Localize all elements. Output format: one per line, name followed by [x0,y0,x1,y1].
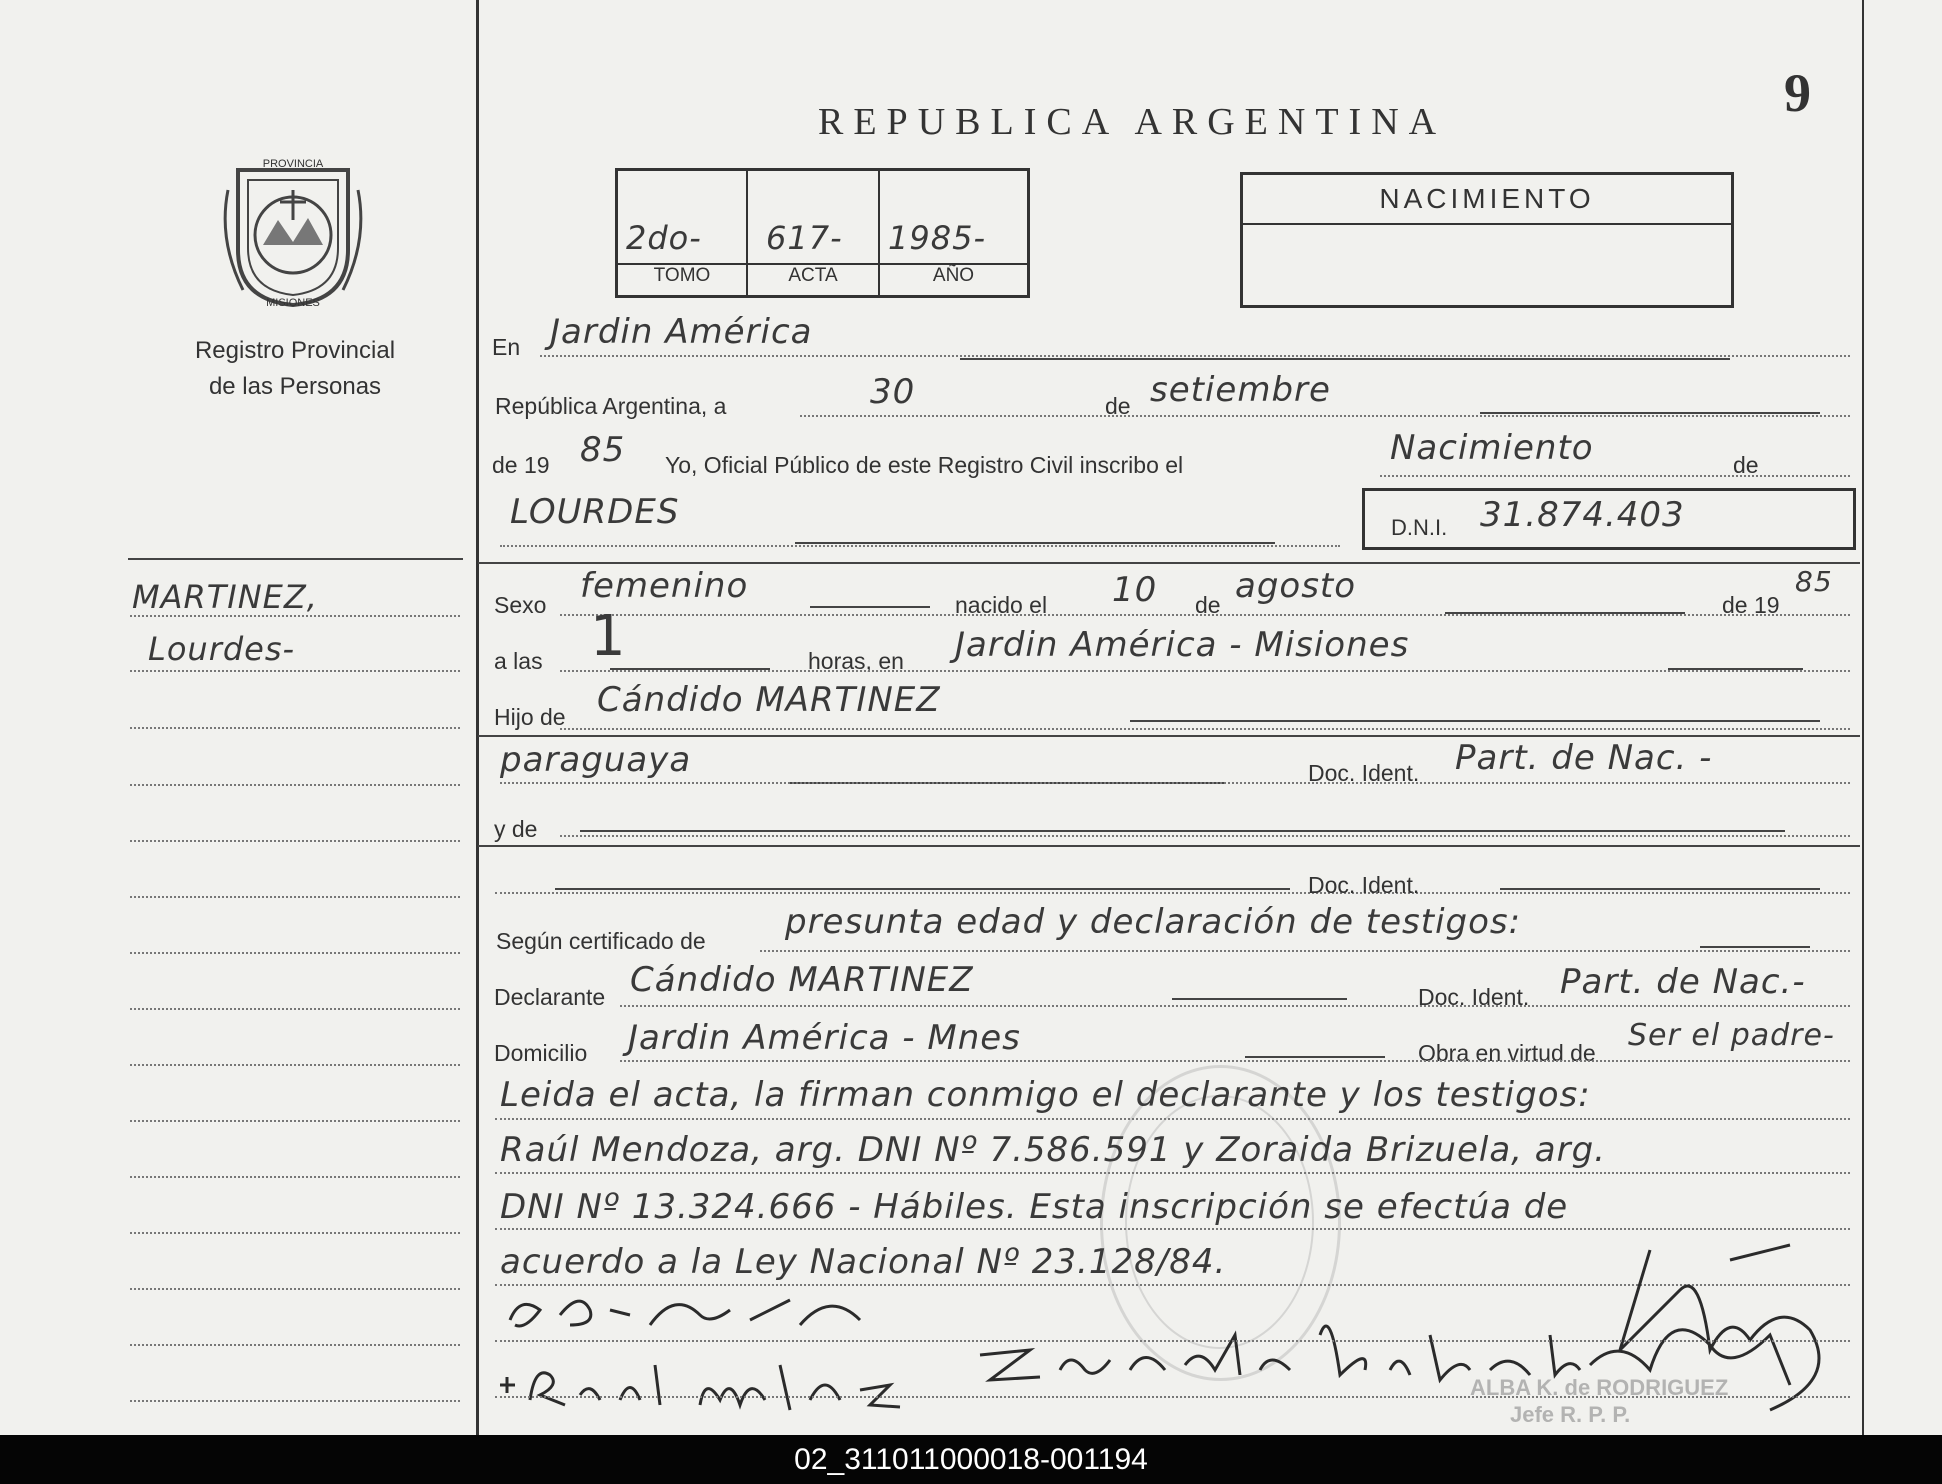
acta-caption: ACTA [788,265,838,286]
svg-text:MISIONES: MISIONES [266,297,320,309]
declarant-address: Jardin América - Mnes [628,1018,1021,1058]
registration-place: Jardin América [550,312,813,352]
de-label-2: de [1733,452,1759,478]
doc-ident-label-3: Doc. Ident. [1418,984,1530,1010]
registry-name: Registro Provincial de las Personas [194,337,396,400]
dni-label: D.N.I. [1391,515,1448,540]
hours-in-label: horas, en [808,648,904,674]
margin-surname: MARTINEZ, [132,578,318,616]
sex-label: Sexo [494,592,547,618]
en-label: En [492,334,521,360]
birth-hour: 1 [590,604,627,669]
margin-given-name: Lourdes- [148,630,296,668]
son-of-label: Hijo de [494,704,566,730]
declarant-label: Declarante [494,984,606,1010]
dni-number: 31.874.403 [1480,495,1685,535]
registration-day: 30 [870,372,916,412]
at-label: a las [494,648,543,674]
birth-day: 10 [1112,570,1158,610]
birth-month: agosto [1235,566,1357,606]
body-text-line-3: DNI Nº 13.324.666 - Hábiles. Esta inscripción se efectúa de [500,1187,1569,1227]
by-virtue-label: Obra en virtud de [1418,1040,1596,1066]
father-document: Part. de Nac. - [1455,738,1713,778]
de-label-3: de [1195,592,1221,618]
tomo-caption: TOMO [653,265,711,286]
birth-year-suffix: 85 [1795,565,1833,598]
tomo-value: 2do- [626,219,702,257]
year-caption: AÑO [932,265,975,286]
record-type-box [1240,172,1734,308]
de-label: de [1105,393,1131,419]
document-identifier: 02_311011000018-001194 [0,1435,1942,1484]
dni-box [1362,488,1856,550]
record-reference-box [615,168,1030,298]
republic-label: República Argentina, a [495,393,727,419]
certificate-value: presunta edad y declaración de testigos: [785,902,1522,942]
signature-raul-mendoza [490,1345,940,1425]
registration-month: setiembre [1150,370,1331,410]
column-separator [476,0,479,1435]
body-text-line-1: Leida el acta, la firman conmigo el declarante y los testigos: [500,1075,1591,1115]
and-of-label: y de [494,816,538,842]
record-kind: Nacimiento [1390,428,1594,468]
body-text-line-4: acuerdo a la Ley Nacional Nº 23.128/84. [500,1242,1227,1282]
declarant-document: Part. de Nac.- [1560,962,1806,1002]
acta-value: 617- [766,219,843,257]
address-label: Domicilio [494,1040,588,1066]
born-label: nacido el [955,592,1048,618]
official-statement: Yo, Oficial Público de este Registro Civil inscribo el [665,452,1184,478]
year-prefix-label: de 19 [492,452,550,478]
by-virtue-value: Ser el padre- [1628,1018,1835,1053]
registration-year-suffix: 85 [580,430,626,470]
year-value: 1985- [888,219,986,257]
right-edge-line [1862,0,1864,1435]
declarant-name: Cándido MARTINEZ [630,960,974,1000]
father-name: Cándido MARTINEZ [597,680,941,720]
official-name-stamp: ALBA K. de RODRIGUEZ [1470,1375,1729,1400]
body-text-line-2: Raúl Mendoza, arg. DNI Nº 7.586.591 y Zoraida Brizuela, arg. [500,1130,1606,1170]
sex-value: femenino [580,566,749,606]
provincial-coat-of-arms-icon [218,150,368,310]
record-type-label: NACIMIENTO [1379,183,1595,214]
official-title-stamp: Jefe R. P. P. [1510,1402,1631,1427]
child-given-name: LOURDES [510,492,680,532]
doc-ident-label-2: Doc. Ident. [1308,872,1420,898]
birth-year-prefix: de 19 [1722,592,1780,618]
doc-ident-label: Doc. Ident. [1308,760,1420,786]
signature-cedula-mark [500,1270,950,1350]
certificate-label: Según certificado de [496,928,706,954]
document-heading: REPUBLICA ARGENTINA [818,101,1447,143]
birth-place: Jardin América - Misiones [955,625,1410,665]
father-nationality: paraguaya [500,740,692,780]
svg-text:PROVINCIA: PROVINCIA [262,158,324,170]
margin-divider [128,558,463,560]
page-number: 9 [1784,63,1811,123]
